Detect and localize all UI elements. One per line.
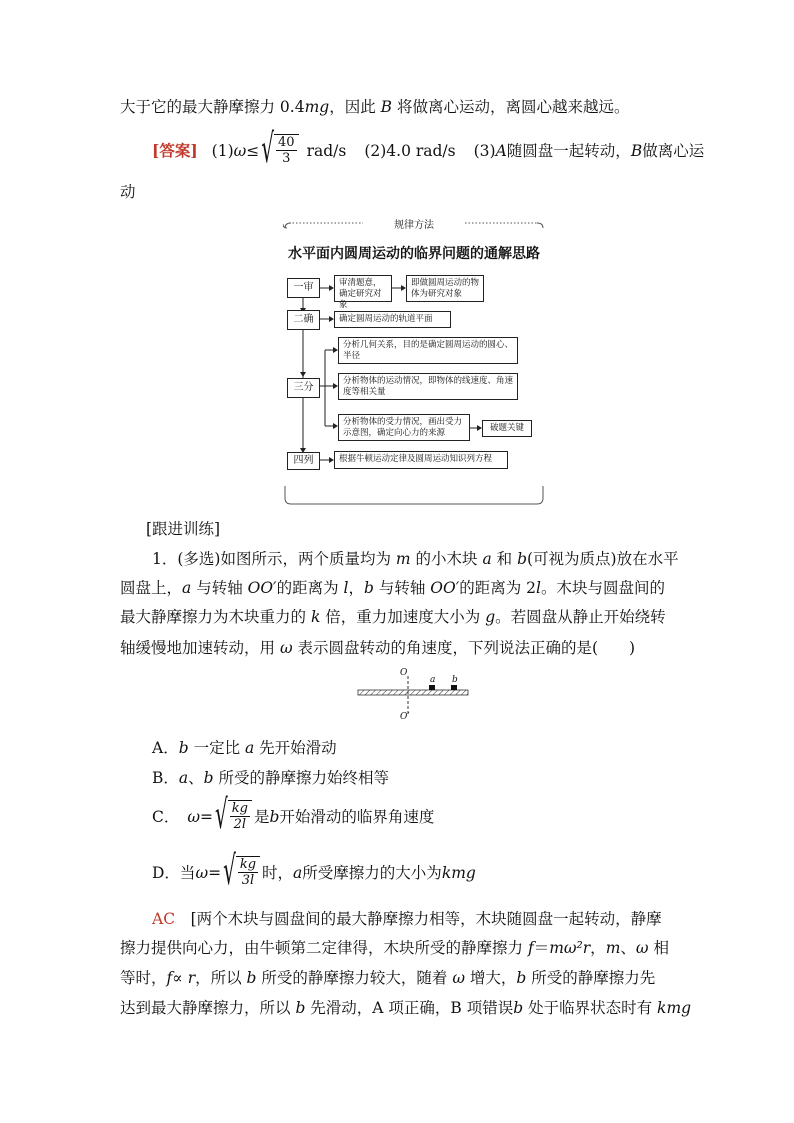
var: m — [395, 550, 411, 568]
text: 的距离为 — [276, 579, 344, 597]
fraction — [238, 857, 258, 888]
text: 。若圆盘从静止开始绕转 — [495, 608, 666, 626]
var: B — [630, 142, 643, 160]
text: ＝ — [533, 939, 550, 957]
text: 将做离心运动，离圆心越来越远。 — [392, 98, 630, 116]
text: 、 — [620, 939, 636, 957]
var: r — [187, 969, 196, 987]
text: 增大， — [464, 969, 517, 987]
text: 处于临界状态时有 — [523, 999, 658, 1017]
text: 时， — [262, 864, 294, 882]
text: 大于它的最大静摩擦力 0.4 — [120, 98, 305, 116]
denominator: 3l — [241, 873, 255, 888]
option-C — [152, 790, 435, 838]
var: OO′ — [247, 579, 277, 597]
var: k — [310, 608, 321, 626]
option-B — [152, 767, 389, 789]
step2-box: 确定圆周运动的轨道平面 — [334, 311, 451, 328]
var: a — [245, 739, 255, 757]
step1-box1: 审清题意，确定研究对象 — [334, 275, 392, 302]
training-heading: [跟进训练] — [146, 520, 221, 538]
var: g — [485, 608, 496, 626]
solution-line-3 — [120, 967, 655, 989]
fraction — [276, 135, 297, 166]
option-D — [152, 846, 476, 894]
var: ω — [452, 969, 465, 987]
method-box — [283, 216, 545, 506]
text: 和 — [491, 550, 518, 568]
text: (可视为质点)放在水平 — [527, 550, 679, 568]
radical-sign: √ — [215, 790, 228, 838]
text: 最大静摩擦力为木块重力的 — [120, 608, 311, 626]
text: 所受的静摩擦力较大，随着 — [256, 969, 453, 987]
var: b — [246, 969, 257, 987]
solution-line-1 — [152, 908, 662, 930]
var: b — [203, 769, 214, 787]
method-header: 规律方法 — [394, 220, 434, 231]
radicand — [274, 134, 299, 168]
text: 等时， — [120, 969, 167, 987]
text: 是 — [253, 808, 270, 826]
text: 表示圆盘转动的角速度，下列说法正确的是( ) — [292, 639, 636, 657]
p1-unit: rad/s — [306, 142, 347, 160]
option-A — [152, 737, 337, 759]
answer-line — [152, 124, 705, 172]
radicand — [236, 856, 260, 890]
text: 1．(多选)如图所示，两个质量均为 — [152, 550, 396, 568]
p2: (2)4.0 rad/s — [364, 142, 456, 160]
var: mg — [304, 98, 330, 116]
text: 圆盘上， — [120, 579, 183, 597]
text: 、 — [188, 769, 204, 787]
continuation-line — [120, 96, 629, 118]
text: 开始滑动的临界角速度 — [279, 808, 435, 826]
text: 先开始滑动 — [254, 739, 337, 757]
step3-key: 破题关键 — [482, 420, 532, 437]
var: a — [178, 769, 189, 787]
text: ，因此 — [329, 98, 381, 116]
step3-box1: 分析几何关系，目的是确定圆周运动的圆心、半径 — [338, 337, 518, 364]
text: ， — [590, 939, 606, 957]
label-Oprime: O′ — [400, 712, 410, 722]
numerator: 40 — [278, 135, 295, 150]
radical-sign: √ — [223, 846, 236, 894]
text: 倍，重力加速度大小为 — [320, 608, 486, 626]
answer-tag: [答案] — [152, 141, 198, 160]
var: a — [293, 864, 303, 882]
text: 所受摩擦力的大小为 — [302, 864, 442, 882]
label: C． — [152, 808, 180, 826]
step1-box2: 即做圆周运动的物体为研究对象 — [406, 275, 484, 302]
numerator: kg — [239, 857, 257, 872]
var: ω — [195, 864, 209, 882]
label-b: b — [452, 675, 458, 685]
text: [两个木块与圆盘间的最大静摩擦力相等，木块随圆盘一起转动，静摩 — [175, 910, 662, 928]
var: kmg — [441, 864, 476, 882]
numerator: kg — [231, 801, 248, 816]
var: ω — [635, 939, 649, 957]
sqrt-40-3 — [261, 124, 298, 172]
text: 的小木块 — [410, 550, 483, 568]
var: b — [178, 739, 189, 757]
answer-letters: AC — [152, 910, 176, 928]
text: 先滑动，A 项正确，B 项错误 — [305, 999, 514, 1017]
step4-box: 根据牛顿运动定律及圆周运动知识列方程 — [334, 451, 508, 469]
text: 擦力提供向心力，由牛顿第二定律得，木块所受的静摩擦力 — [120, 939, 528, 957]
omega: ω — [233, 142, 247, 160]
text: 随圆盘一起转动， — [506, 142, 631, 160]
text: = — [200, 808, 214, 826]
text: ，所以 — [195, 969, 247, 987]
question-line-3 — [120, 606, 666, 628]
p1-prefix: (1) — [211, 142, 234, 160]
var: b — [269, 808, 280, 826]
text: 相 — [648, 939, 669, 957]
step3-box3: 分析物体的受力情况，画出受力示意图，确定向心力的来源 — [338, 414, 470, 441]
var: a — [482, 550, 492, 568]
var: l — [536, 579, 541, 597]
var: mω²r — [549, 939, 591, 957]
var: OO′ — [430, 579, 460, 597]
sqrt-kg-3l — [223, 846, 260, 894]
turntable-figure — [352, 668, 472, 726]
step-2: 二确 — [287, 310, 320, 330]
var: l — [343, 579, 349, 597]
var: kmg — [657, 999, 692, 1017]
text: 轴缓慢地加速转动，用 — [120, 639, 280, 657]
radical-sign: √ — [261, 124, 275, 172]
question-line-2 — [120, 577, 665, 599]
step-1: 一审 — [287, 278, 320, 298]
text: 所受的静摩擦力先 — [526, 969, 656, 987]
var: B — [380, 98, 393, 116]
denominator: 2l — [233, 817, 247, 832]
text: 做离心运 — [642, 142, 705, 160]
label: D．当 — [152, 864, 196, 882]
question-line-1 — [152, 548, 679, 570]
step-3: 三分 — [287, 378, 320, 398]
text: 一定比 — [188, 739, 245, 757]
label-a: a — [430, 675, 436, 685]
text: 与转轴 — [373, 579, 431, 597]
solution-line-4 — [120, 997, 691, 1019]
answer-cont: 动 — [120, 183, 136, 201]
text: 。木块与圆盘间的 — [540, 579, 665, 597]
denominator: 3 — [282, 151, 291, 166]
leq: ≤ — [246, 142, 260, 160]
var: b — [517, 550, 527, 568]
step3-box2: 分析物体的运动情况，即物体的线速度、角速度等相关量 — [338, 373, 518, 400]
var: A — [495, 142, 507, 160]
label: A． — [152, 739, 179, 757]
var: b — [516, 969, 527, 987]
question-line-4 — [120, 637, 635, 659]
var: a — [182, 579, 192, 597]
method-title: 水平面内圆周运动的临界问题的通解思路 — [288, 246, 540, 262]
var: ω — [187, 808, 201, 826]
label: B． — [152, 769, 179, 787]
text: 的距离为 2 — [459, 579, 537, 597]
text: ∝ — [172, 969, 188, 987]
solution-line-2 — [120, 937, 669, 959]
text: ， — [348, 579, 364, 597]
var: f — [166, 969, 173, 987]
step-4: 四列 — [287, 452, 320, 470]
var: b — [295, 999, 306, 1017]
text: 所受的静摩擦力始终相等 — [213, 769, 390, 787]
var: f — [527, 939, 534, 957]
text: 达到最大静摩擦力，所以 — [120, 999, 296, 1017]
label-O: O — [400, 668, 408, 678]
p3-prefix: (3) — [473, 142, 496, 160]
var: b — [513, 999, 524, 1017]
text: 与转轴 — [191, 579, 248, 597]
var: b — [363, 579, 374, 597]
text: = — [208, 864, 222, 882]
var: ω — [279, 639, 293, 657]
var: m — [605, 939, 621, 957]
